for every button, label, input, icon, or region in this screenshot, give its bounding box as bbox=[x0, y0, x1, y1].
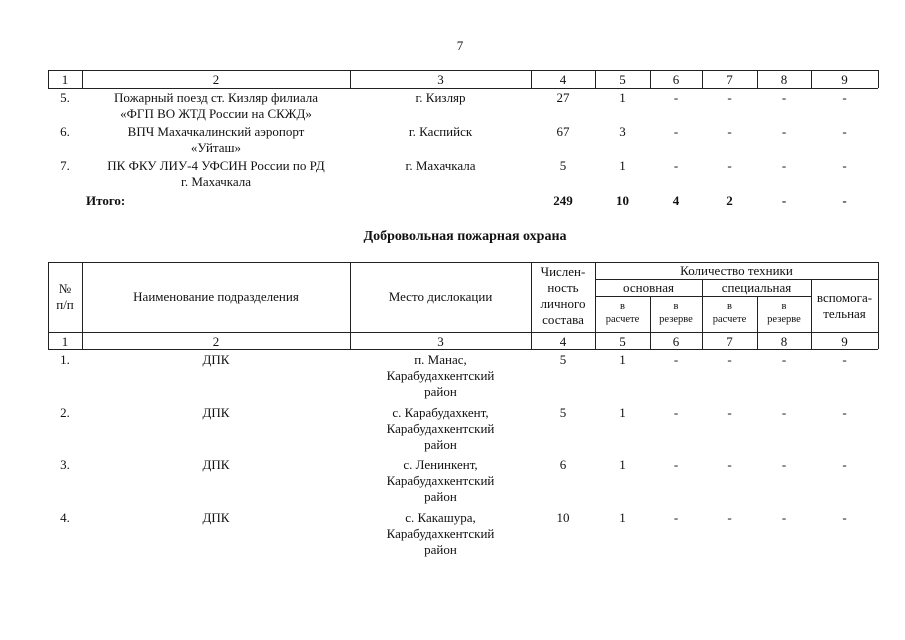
cell-8: - bbox=[781, 457, 787, 472]
cell-6: - bbox=[673, 124, 679, 139]
cell-6: - bbox=[673, 457, 679, 472]
col-number: 3 bbox=[437, 334, 444, 349]
total-9: - bbox=[842, 193, 847, 208]
cell-5: 1 bbox=[619, 457, 626, 472]
col-number: 8 bbox=[780, 334, 788, 349]
header-special-reserve: в резерве bbox=[767, 301, 801, 325]
section-title: Добровольная пожарная охрана bbox=[363, 229, 567, 244]
cell-7: - bbox=[727, 510, 732, 525]
cell-9: - bbox=[842, 510, 847, 525]
staff-count: 27 bbox=[556, 90, 570, 105]
col-number: 2 bbox=[212, 72, 220, 87]
cell-6: - bbox=[673, 158, 679, 173]
cell-9: - bbox=[842, 405, 847, 420]
cell-7: - bbox=[727, 90, 732, 105]
row-number: 5. bbox=[60, 90, 70, 105]
header-main-calc: в расчете bbox=[605, 301, 640, 325]
staff-count: 5 bbox=[559, 405, 567, 420]
unit-name: ДПК bbox=[202, 405, 230, 420]
cell-5: 1 bbox=[619, 510, 626, 525]
unit-name: ВПЧ Махачкалинский аэропорт «Уйташ» bbox=[127, 124, 305, 155]
total-5: 10 bbox=[616, 193, 629, 208]
row-number: 7. bbox=[60, 158, 70, 173]
col-number: 1 bbox=[61, 334, 69, 349]
col-number: 4 bbox=[559, 72, 567, 87]
unit-name: ДПК bbox=[202, 352, 230, 367]
unit-name: ПК ФКУ ЛИУ-4 УФСИН России по РД г. Махачкала bbox=[107, 158, 325, 189]
location: г. Кизляр bbox=[415, 90, 466, 105]
header-special-calc: в расчете bbox=[712, 301, 747, 325]
total-label: Итого: bbox=[86, 193, 126, 208]
header-num: № п/п bbox=[56, 281, 74, 312]
header-special: специальная bbox=[721, 280, 792, 295]
cell-8: - bbox=[781, 90, 787, 105]
col-number: 3 bbox=[437, 72, 444, 87]
cell-8: - bbox=[781, 405, 787, 420]
cell-5: 1 bbox=[619, 405, 626, 420]
col-number: 1 bbox=[61, 72, 69, 87]
cell-9: - bbox=[842, 457, 847, 472]
unit-name: ДПК bbox=[202, 457, 230, 472]
cell-9: - bbox=[842, 124, 847, 139]
cell-7: - bbox=[727, 405, 732, 420]
staff-count: 5 bbox=[559, 158, 567, 173]
cell-5: 1 bbox=[619, 352, 626, 367]
total-6: 4 bbox=[672, 193, 680, 208]
cell-9: - bbox=[842, 158, 847, 173]
header-place: Место дислокации bbox=[388, 289, 493, 304]
location: с. Какашура, Карабудахкентский район bbox=[386, 510, 495, 557]
col-number: 5 bbox=[619, 72, 626, 87]
location: п. Манас, Карабудахкентский район bbox=[386, 352, 495, 399]
col-number: 4 bbox=[559, 334, 567, 349]
col-number: 7 bbox=[726, 334, 733, 349]
staff-count: 5 bbox=[559, 352, 567, 367]
cell-6: - bbox=[673, 90, 679, 105]
col-number: 2 bbox=[212, 334, 220, 349]
row-number: 1. bbox=[60, 352, 70, 367]
cell-7: - bbox=[727, 158, 732, 173]
staff-count: 6 bbox=[559, 457, 567, 472]
col-number: 8 bbox=[780, 72, 788, 87]
unit-name: Пожарный поезд ст. Кизляр филиала «ФГП ВО ЖТД России на СКЖД» bbox=[114, 90, 318, 121]
location: г. Махачкала bbox=[405, 158, 476, 173]
cell-8: - bbox=[781, 158, 787, 173]
cell-9: - bbox=[842, 90, 847, 105]
cell-7: - bbox=[727, 124, 732, 139]
unit-name: ДПК bbox=[202, 510, 230, 525]
row-number: 2. bbox=[60, 405, 70, 420]
header-name: Наименование подразделения bbox=[133, 289, 299, 304]
row-number: 4. bbox=[60, 510, 70, 525]
location: с. Карабудахкент, Карабудахкентский район bbox=[386, 405, 495, 452]
cell-5: 3 bbox=[619, 124, 626, 139]
location: г. Каспийск bbox=[408, 124, 473, 139]
cell-6: - bbox=[673, 352, 679, 367]
header-main: основная bbox=[623, 280, 674, 295]
staff-count: 10 bbox=[556, 510, 570, 525]
cell-8: - bbox=[781, 352, 787, 367]
cell-5: 1 bbox=[619, 158, 626, 173]
header-tech: Количество техники bbox=[680, 263, 793, 278]
cell-6: - bbox=[673, 510, 679, 525]
total-8: - bbox=[781, 193, 787, 208]
col-number: 6 bbox=[672, 334, 680, 349]
header-aux: вспомога- тельная bbox=[816, 290, 873, 321]
cell-8: - bbox=[781, 124, 787, 139]
cell-7: - bbox=[727, 457, 732, 472]
col-number: 6 bbox=[672, 72, 680, 87]
location: с. Ленинкент, Карабудахкентский район bbox=[386, 457, 495, 504]
header-staff: Числен- ность личного состава bbox=[540, 264, 586, 327]
row-number: 3. bbox=[60, 457, 70, 472]
cell-8: - bbox=[781, 510, 787, 525]
cell-5: 1 bbox=[619, 90, 626, 105]
col-number: 9 bbox=[841, 72, 848, 87]
col-number: 7 bbox=[726, 72, 733, 87]
header-main-reserve: в резерве bbox=[659, 301, 693, 325]
cell-6: - bbox=[673, 405, 679, 420]
page-number: 7 bbox=[456, 38, 464, 53]
total-staff: 249 bbox=[553, 193, 573, 208]
row-number: 6. bbox=[60, 124, 70, 139]
total-7: 2 bbox=[726, 193, 733, 208]
col-number: 5 bbox=[619, 334, 626, 349]
cell-7: - bbox=[727, 352, 732, 367]
staff-count: 67 bbox=[556, 124, 570, 139]
col-number: 9 bbox=[841, 334, 848, 349]
cell-9: - bbox=[842, 352, 847, 367]
